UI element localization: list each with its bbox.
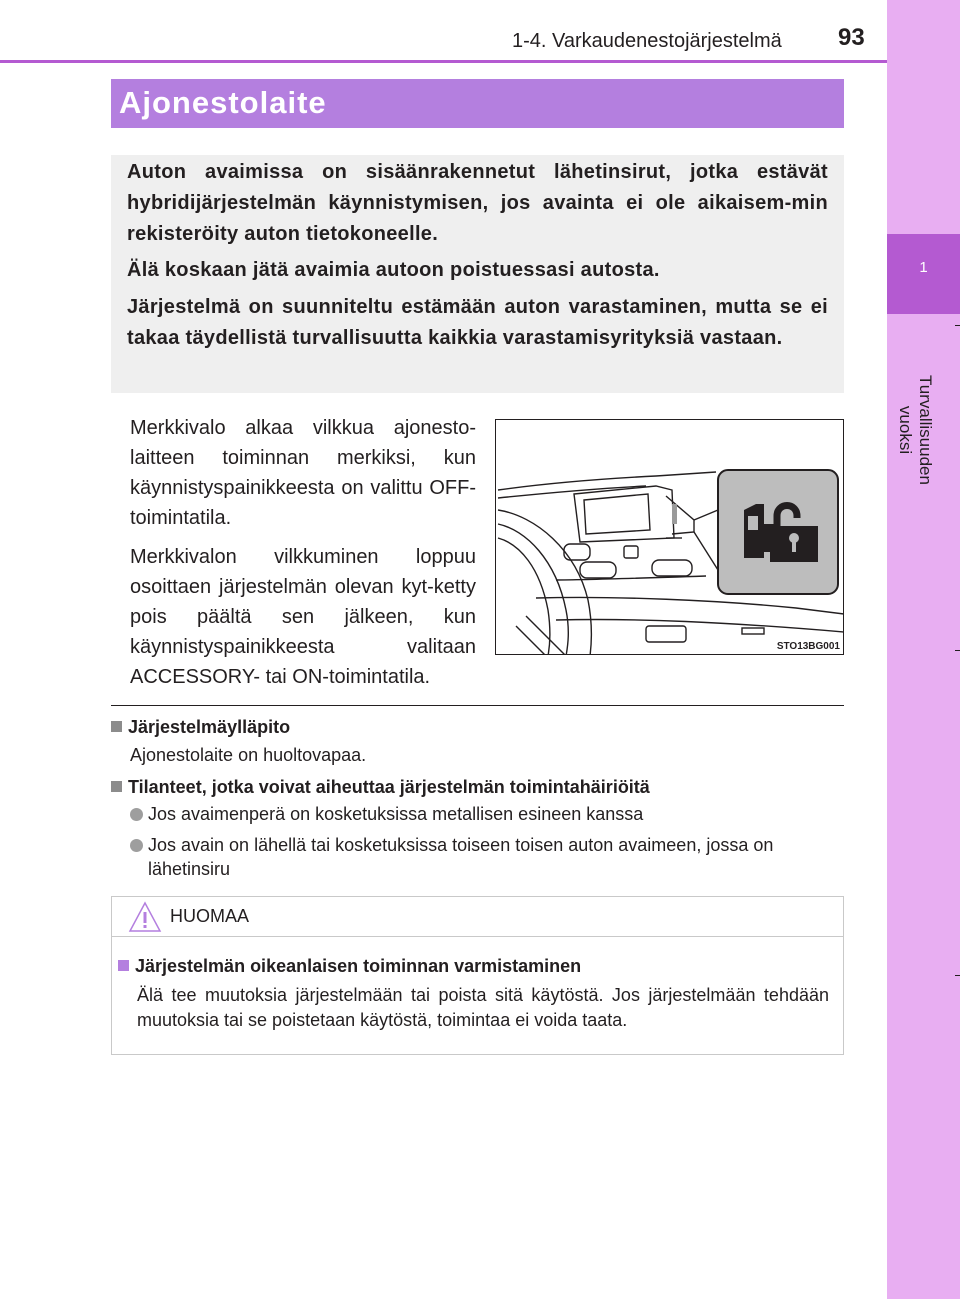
figure-code: STO13BG001: [776, 641, 840, 652]
chapter-title: Turvallisuuden vuoksi: [896, 375, 935, 485]
body-text: [130, 413, 476, 692]
square-bullet-icon: [111, 721, 122, 732]
intro-paragraph: Älä koskaan jätä avaimia autoon poistuessasi autosta.: [127, 259, 660, 281]
side-tab: [887, 0, 960, 1299]
page-number: 93: [838, 24, 865, 51]
header-rule: [0, 60, 887, 63]
section-divider: [111, 705, 844, 706]
edge-tick: [955, 650, 960, 651]
running-header: 1-4. Varkaudenestojärjestelmä: [512, 30, 782, 52]
notice-subheading: Järjestelmän oikeanlaisen toiminnan varmistaminen: [118, 956, 581, 977]
dashboard-illustration: [495, 419, 844, 655]
section-title-bar: [111, 79, 844, 128]
square-bullet-icon: [111, 781, 122, 792]
square-bullet-icon: [118, 960, 129, 971]
warning-triangle-icon: [128, 901, 162, 933]
dashboard-drawing: [496, 420, 844, 655]
maintenance-heading: Järjestelmäylläpito: [111, 717, 290, 738]
edge-tick: [955, 325, 960, 326]
maintenance-text: Ajonestolaite on huoltovapaa.: [130, 745, 367, 765]
section-title: Ajonestolaite: [119, 85, 327, 120]
malfunction-heading: Tilanteet, jotka voivat aiheuttaa järjestelmän toimintahäiriöitä: [111, 777, 650, 798]
notice-box: [111, 896, 844, 1055]
intro-paragraph: Järjestelmä on suunniteltu estämään auton varastaminen, mutta se ei takaa täydellistä turvallisuutta kaikkia varastamisyrityksiä vastaan.: [127, 296, 828, 349]
intro-paragraph: Auton avaimissa on sisäänrakennetut lähetinsirut, jotka estävät hybridijärjestelmän käynnistymisen, jos avainta ei ole aikaisem-min rekisteröity auton tietokoneelle.: [127, 161, 828, 245]
list-item: Jos avaimenperä on kosketuksissa metallisen esineen kanssa: [130, 802, 844, 826]
round-bullet-icon: [130, 808, 143, 821]
intro-box: [111, 155, 844, 393]
chapter-number: 1: [887, 234, 960, 314]
notice-text: Älä tee muutoksia järjestelmään tai poista sitä käytöstä. Jos järjestelmään tehdään muutoksia tai se poistetaan käytöstä, toimintaa ei voida taata.: [137, 985, 829, 1030]
list-item: Jos avain on lähellä tai kosketuksissa toiseen toisen auton avaimeen, jossa on lähetinsiru: [130, 833, 844, 881]
round-bullet-icon: [130, 839, 143, 852]
edge-tick: [955, 975, 960, 976]
body-paragraph: Merkkivalon vilkkuminen loppuu osoittaen järjestelmän olevan kyt-ketty pois päältä sen jälkeen, kun käynnistyspainikkeesta valitaan ACCESSORY- tai ON-toimintatila.: [130, 546, 476, 688]
notice-label: HUOMAA: [170, 906, 250, 926]
body-paragraph: Merkkivalo alkaa vilkkua ajonesto-laitteen toiminnan merkiksi, kun käynnistyspainikkeesta on valittu OFF-toimintatila.: [130, 417, 476, 529]
notice-header: [112, 897, 843, 937]
